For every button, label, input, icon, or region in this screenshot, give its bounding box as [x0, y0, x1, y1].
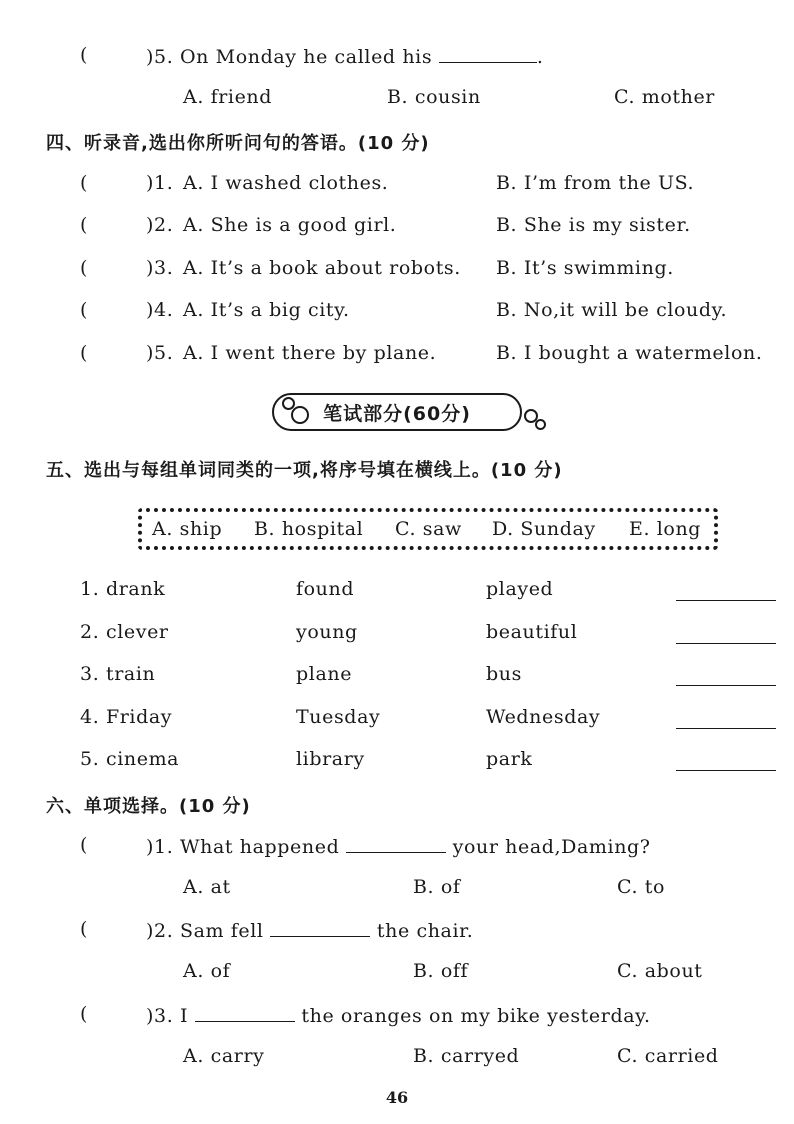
- word-choice: E. long: [629, 518, 702, 540]
- word-group-item: 2. clever: [80, 621, 169, 643]
- option-b: B. It’s swimming.: [496, 257, 674, 279]
- word-choice: A. ship: [152, 518, 223, 540]
- question-stem: [146, 834, 651, 858]
- word-group-item: beautiful: [486, 621, 578, 643]
- section-heading: 五、选出与每组单词同类的一项,将序号填在横线上。(10 分): [46, 460, 563, 481]
- word-group-item: bus: [486, 663, 522, 685]
- option-b: B. No,it will be cloudy.: [496, 299, 728, 321]
- stem-text: )3. I: [146, 1005, 189, 1027]
- banner-decoration-circle: [535, 419, 546, 430]
- option-a: A. friend: [183, 86, 273, 108]
- answer-paren: (: [80, 299, 88, 321]
- answer-paren: (: [80, 918, 88, 940]
- option-a: A. I went there by plane.: [183, 342, 437, 364]
- option-b: B. She is my sister.: [496, 214, 691, 236]
- option-b: B. off: [413, 960, 469, 982]
- fill-blank: [270, 918, 370, 937]
- stem-text-end: your head,Daming?: [452, 836, 651, 858]
- option-a: A. She is a good girl.: [183, 214, 397, 236]
- answer-line: [676, 752, 776, 771]
- stem-text: )1. What happened: [146, 836, 340, 858]
- answer-line: [676, 625, 776, 644]
- answer-paren: (: [80, 342, 88, 364]
- word-group-item: plane: [296, 663, 353, 685]
- word-group-item: young: [296, 621, 358, 643]
- option-a: A. of: [183, 960, 231, 982]
- option-b: B. I bought a watermelon.: [496, 342, 763, 364]
- question-stem: [146, 918, 473, 942]
- word-group-item: 1. drank: [80, 578, 166, 600]
- answer-paren: (: [80, 172, 88, 194]
- answer-line: [676, 667, 776, 686]
- word-group-item: park: [486, 748, 533, 770]
- answer-paren: (: [80, 1003, 88, 1025]
- word-choice: D. Sunday: [492, 518, 596, 540]
- word-group-item: 5. cinema: [80, 748, 180, 770]
- stem-text-end: .: [536, 46, 544, 68]
- option-c: C. to: [617, 876, 666, 898]
- word-choice: C. saw: [395, 518, 462, 540]
- answer-paren: (: [80, 834, 88, 856]
- section-heading: 四、听录音,选出你所听问句的答语。(10 分): [46, 133, 430, 154]
- question-stem: [146, 44, 543, 68]
- word-choice: B. hospital: [254, 518, 364, 540]
- word-group-item: 4. Friday: [80, 706, 173, 728]
- item-number: )1.: [146, 172, 174, 194]
- stem-text: )5. On Monday he called his: [146, 46, 433, 68]
- section-heading: 六、单项选择。(10 分): [46, 796, 251, 817]
- stem-text-end: the chair.: [376, 920, 474, 942]
- item-number: )3.: [146, 257, 174, 279]
- word-group-item: found: [296, 578, 355, 600]
- fill-blank: [439, 44, 537, 63]
- written-part-banner: [272, 393, 522, 431]
- option-b: B. cousin: [387, 86, 481, 108]
- option-a: A. carry: [183, 1045, 265, 1067]
- answer-line: [676, 582, 776, 601]
- answer-paren: (: [80, 257, 88, 279]
- word-group-item: Wednesday: [486, 706, 601, 728]
- answer-line: [676, 710, 776, 729]
- word-group-item: library: [296, 748, 365, 770]
- page-number: 46: [385, 1088, 409, 1107]
- item-number: )2.: [146, 214, 174, 236]
- answer-paren: (: [80, 44, 88, 66]
- item-number: )5.: [146, 342, 174, 364]
- stem-text: )2. Sam fell: [146, 920, 264, 942]
- option-a: A. I washed clothes.: [183, 172, 389, 194]
- option-c: C. about: [617, 960, 703, 982]
- option-c: C. mother: [614, 86, 715, 108]
- fill-blank: [346, 834, 446, 853]
- stem-text-end: the oranges on my bike yesterday.: [301, 1005, 651, 1027]
- word-group-item: played: [486, 578, 554, 600]
- fill-blank: [195, 1003, 295, 1022]
- word-group-item: Tuesday: [296, 706, 381, 728]
- item-number: )4.: [146, 299, 174, 321]
- answer-paren: (: [80, 214, 88, 236]
- option-a: A. It’s a big city.: [183, 299, 350, 321]
- option-b: B. carryed: [413, 1045, 520, 1067]
- banner-label: 笔试部分(60分): [323, 402, 471, 425]
- option-c: C. carried: [617, 1045, 719, 1067]
- option-a: A. It’s a book about robots.: [183, 257, 461, 279]
- question-stem: [146, 1003, 651, 1027]
- option-b: B. of: [413, 876, 461, 898]
- word-group-item: 3. train: [80, 663, 156, 685]
- option-a: A. at: [183, 876, 231, 898]
- option-b: B. I’m from the US.: [496, 172, 695, 194]
